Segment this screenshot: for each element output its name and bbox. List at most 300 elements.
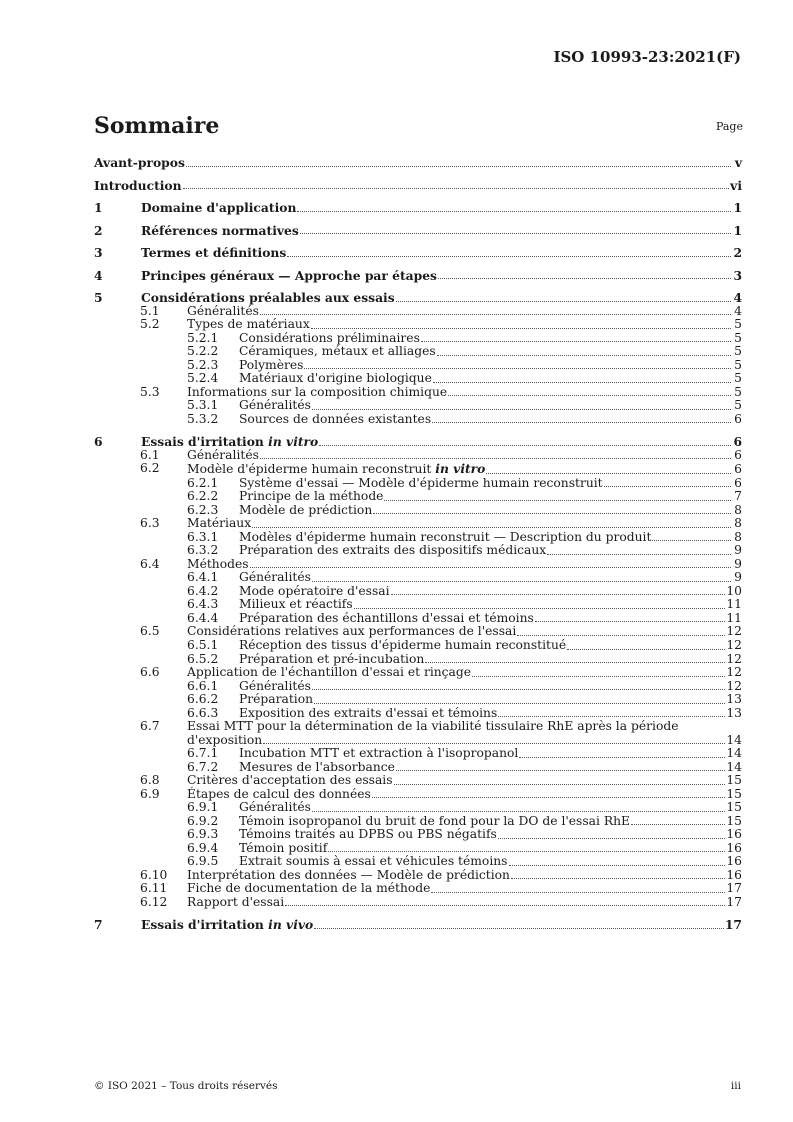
toc-dot-leader — [391, 594, 726, 595]
toc-entry[interactable] — [94, 156, 742, 170]
toc-entry-title — [239, 571, 311, 585]
toc-entry-number: 6.7 — [140, 719, 160, 734]
toc-entry-title — [239, 761, 395, 775]
toc-entry[interactable] — [94, 490, 742, 504]
toc-entry-number: 6.6.2 — [187, 692, 219, 707]
toc-entry-title — [239, 332, 420, 346]
toc-entry-page: 16 — [726, 827, 742, 842]
toc-entry-page: 13 — [726, 692, 742, 707]
toc-entry[interactable] — [94, 815, 742, 829]
toc-entry-page: 8 — [734, 529, 742, 544]
toc-dot-leader — [252, 527, 731, 528]
toc-entry-title — [141, 269, 437, 283]
toc-entry-title — [187, 625, 516, 639]
footer-copyright: © ISO 2021 – Tous droits réservés — [94, 1080, 278, 1092]
toc-entry-page: 14 — [726, 746, 742, 761]
toc-entry-page: 17 — [724, 917, 742, 933]
toc-entry[interactable] — [94, 869, 742, 883]
toc-entry-page: 3 — [733, 267, 742, 283]
toc-entry[interactable] — [94, 612, 742, 626]
toc-dot-leader — [394, 784, 726, 785]
toc-entry-number: 6.4 — [140, 556, 160, 571]
toc-entry-title — [187, 869, 510, 883]
toc-entry-title — [187, 305, 259, 319]
toc-entry-number: 6.9.4 — [187, 840, 219, 855]
toc-entry-number: 6.4.4 — [187, 610, 219, 625]
toc-entry-number: 6.7.1 — [187, 746, 219, 761]
toc-entry-title-emphasis: in vivo — [268, 917, 314, 933]
toc-dot-leader — [431, 892, 725, 893]
toc-entry[interactable] — [94, 639, 742, 653]
toc-entry-number: 5 — [94, 290, 103, 306]
toc-entry-number: 5.1 — [140, 303, 160, 318]
toc-entry-title-text: Incubation MTT et extraction à l'isopropanol — [239, 746, 519, 761]
toc-dot-leader — [498, 716, 725, 717]
toc-dot-leader — [312, 409, 731, 410]
toc-dot-leader — [519, 757, 725, 758]
toc-entry-title-text: Essai MTT pour la détermination de la viabilité tissulaire RhE après la période — [187, 719, 679, 734]
toc-entry-title-text: Critères d'acceptation des essais — [187, 773, 393, 788]
toc-entry-title-text: Généralités — [239, 570, 311, 585]
toc-entry-number: 6.1 — [140, 447, 160, 462]
toc-dot-leader — [287, 256, 731, 257]
toc-entry[interactable] — [94, 386, 742, 400]
toc-entry-title — [94, 179, 182, 193]
toc-entry[interactable] — [94, 882, 742, 896]
toc-dot-leader — [509, 865, 726, 866]
toc-dot-leader — [567, 649, 725, 650]
toc-dot-leader — [183, 188, 730, 189]
toc-entry-page: 17 — [726, 894, 742, 909]
toc-entry[interactable] — [94, 828, 742, 842]
toc-entry-number: 6.9.2 — [187, 813, 219, 828]
toc-entry-page: 9 — [734, 556, 742, 571]
toc-dot-leader — [437, 355, 731, 356]
toc-entry-page: 5 — [734, 371, 742, 386]
toc-entry-title — [187, 318, 310, 332]
toc-entry-page: 15 — [726, 773, 742, 788]
toc-entry-title — [239, 801, 311, 815]
toc-entry-title — [239, 747, 518, 761]
toc-dot-leader — [373, 513, 731, 514]
toc-dot-leader — [186, 166, 731, 167]
toc-entry-title-emphasis: in vitro — [435, 461, 486, 477]
toc-entry-title-text: Généralités — [187, 303, 259, 318]
toc-entry-page: 4 — [733, 290, 742, 306]
toc-entry-title-text: Témoin isopropanol du bruit de fond pour la DO de l'essai RhE — [239, 813, 630, 828]
toc-entry-page: 1 — [733, 200, 742, 216]
toc-dot-leader — [263, 743, 725, 744]
toc-entry-page: 6 — [734, 447, 742, 462]
toc-entry-number: 6.2.2 — [187, 489, 219, 504]
footer-page-number: iii — [730, 1080, 741, 1092]
toc-entry-title-text: Préparation et pré-incubation — [239, 651, 425, 666]
toc-dot-leader — [384, 500, 731, 501]
toc-entry-title-text: Considérations préalables aux essais — [141, 290, 395, 306]
toc-entry-title — [187, 720, 679, 734]
toc-entry-title-text: Généralités — [239, 398, 311, 413]
toc-entry[interactable] — [94, 305, 742, 319]
toc-entry-title — [239, 855, 508, 869]
toc-entry-number: 5.2.3 — [187, 357, 219, 372]
toc-entry-page: vi — [730, 177, 742, 193]
toc-entry-title-text: Modèles d'épiderme humain reconstruit — Description du produit — [239, 529, 652, 544]
toc-entry-title-text: Exposition des extraits d'essai et témoins — [239, 705, 498, 720]
toc-entry-title — [141, 435, 318, 449]
toc-dot-leader — [448, 395, 731, 396]
toc-entry-title-emphasis: in vitro — [268, 434, 319, 450]
toc-entry[interactable] — [94, 531, 742, 545]
toc-entry-title-text: Sources de données existantes — [239, 411, 432, 426]
toc-entry-page: 2 — [733, 245, 742, 261]
toc-entry-title — [239, 544, 546, 558]
toc-entry-number: 2 — [94, 222, 103, 238]
toc-entry-continuation[interactable] — [94, 734, 742, 748]
toc-entry-title-text: Avant-propos — [94, 155, 185, 170]
toc-entry-title-text: Introduction — [94, 177, 182, 193]
toc-entry[interactable] — [94, 435, 742, 449]
toc-entry[interactable] — [94, 747, 742, 761]
toc-entry[interactable] — [94, 855, 742, 869]
toc-entry-title — [141, 224, 299, 238]
toc-entry-page: 5 — [734, 357, 742, 372]
toc-dot-leader — [297, 211, 731, 212]
toc-entry-page: 9 — [734, 570, 742, 585]
toc-entry-number: 6.6 — [140, 665, 160, 680]
toc-entry[interactable] — [94, 291, 742, 305]
toc-entry-title — [187, 462, 485, 477]
toc-entry-title-text: Préparation des extraits des dispositifs médicaux — [239, 543, 547, 558]
toc-entry[interactable] — [94, 246, 742, 260]
toc-entry[interactable] — [94, 707, 742, 721]
toc-entry-title-text: Essais d'irritation — [141, 434, 264, 450]
toc-entry-page: 14 — [726, 732, 742, 747]
toc-dot-leader — [421, 341, 731, 342]
toc-dot-leader — [312, 581, 731, 582]
toc-entry-number: 6.12 — [140, 894, 168, 909]
toc-entry-title-text: Milieux et réactifs — [239, 597, 353, 612]
toc-entry-title-text: Réception des tissus d'épiderme humain reconstitué — [239, 637, 567, 652]
toc-entry[interactable] — [94, 761, 742, 775]
toc-dot-leader — [314, 703, 725, 704]
toc-entry-title-text: Références normatives — [141, 222, 299, 238]
toc-dot-leader — [372, 797, 726, 798]
toc-entry[interactable] — [94, 413, 742, 427]
toc-entry-title-text: Essais d'irritation — [141, 917, 264, 933]
toc-entry-title — [239, 345, 436, 359]
toc-entry-number: 6.10 — [140, 867, 168, 882]
toc-entry-title-text: Matériaux — [187, 516, 252, 531]
toc-entry-title — [141, 246, 286, 260]
toc-entry[interactable] — [94, 345, 742, 359]
toc-entry-page: 5 — [734, 317, 742, 332]
toc-dot-leader — [535, 621, 726, 622]
toc-entry[interactable] — [94, 201, 742, 215]
toc-entry-title-text: Considérations relatives aux performances de l'essai — [187, 624, 517, 639]
toc-entry-number: 6.5 — [140, 624, 160, 639]
toc-entry-number: 6.3 — [140, 516, 160, 531]
toc-entry[interactable] — [94, 896, 742, 910]
toc-dot-leader — [604, 486, 731, 487]
toc-entry-number: 3 — [94, 245, 103, 261]
toc-entry-title-text: Principe de la méthode — [239, 489, 384, 504]
toc-dot-leader — [328, 851, 725, 852]
toc-entry-number: 5.2 — [140, 317, 160, 332]
toc-entry-title-text: Céramiques, métaux et alliages — [239, 344, 436, 359]
toc-entry[interactable] — [94, 571, 742, 585]
toc-entry-number: 5.3.2 — [187, 411, 219, 426]
toc-entry-title — [187, 882, 430, 896]
toc-entry-number: 6.8 — [140, 773, 160, 788]
toc-entry[interactable] — [94, 504, 742, 518]
toc-entry-title — [239, 612, 534, 626]
toc-entry-page: 12 — [726, 665, 742, 680]
toc-entry-number: 6.9.1 — [187, 800, 219, 815]
toc-entry-title-line2: d'exposition — [187, 732, 263, 747]
toc-entry-page: 8 — [734, 516, 742, 531]
toc-entry-number: 4 — [94, 267, 103, 283]
toc-entry-title-text: Fiche de documentation de la méthode — [187, 881, 431, 896]
toc-entry-title-text: Préparation — [239, 692, 314, 707]
toc-entry[interactable] — [94, 269, 742, 283]
toc-dot-leader — [300, 233, 731, 234]
toc-entry[interactable] — [94, 359, 742, 373]
toc-dot-leader — [511, 878, 725, 879]
toc-entry-title — [187, 558, 249, 572]
table-of-contents — [94, 156, 742, 932]
toc-dot-leader — [285, 905, 725, 906]
toc-entry-number: 6.9 — [140, 786, 160, 801]
toc-entry-title-text: Témoin positif — [239, 840, 328, 855]
toc-entry-title — [239, 680, 311, 694]
toc-dot-leader — [486, 473, 731, 474]
toc-entry-page: 5 — [734, 330, 742, 345]
toc-entry-number: 6.2.1 — [187, 475, 219, 490]
toc-dot-leader — [433, 382, 731, 383]
toc-entry-number: 6.4.2 — [187, 583, 219, 598]
toc-entry-page: 5 — [734, 398, 742, 413]
toc-entry-title-text: Mode opératoire d'essai — [239, 583, 390, 598]
toc-entry-number: 6.11 — [140, 881, 168, 896]
toc-entry-title — [239, 413, 431, 427]
toc-entry-page: 12 — [726, 637, 742, 652]
toc-entry-title — [239, 653, 424, 667]
toc-entry-title — [239, 639, 566, 653]
toc-dot-leader — [354, 608, 726, 609]
toc-entry-page: 14 — [726, 759, 742, 774]
toc-entry-number: 6.5.1 — [187, 637, 219, 652]
toc-entry[interactable] — [94, 477, 742, 491]
toc-entry-page: v — [734, 155, 742, 170]
toc-entry[interactable] — [94, 449, 742, 463]
toc-entry-title-text: Généralités — [239, 800, 311, 815]
toc-entry[interactable] — [94, 585, 742, 599]
toc-entry-title — [187, 788, 371, 802]
toc-entry-number: 6.4.3 — [187, 597, 219, 612]
toc-entry-page: 10 — [726, 583, 742, 598]
toc-entry-page: 5 — [734, 344, 742, 359]
toc-entry-title-text: Matériaux d'origine biologique — [239, 371, 432, 386]
toc-dot-leader — [472, 676, 725, 677]
toc-entry-page: 12 — [726, 624, 742, 639]
toc-entry-title-text: Généralités — [239, 678, 311, 693]
toc-dot-leader — [425, 662, 725, 663]
toc-entry-number: 6.3.1 — [187, 529, 219, 544]
toc-entry[interactable] — [94, 666, 742, 680]
toc-entry-page: 13 — [726, 705, 742, 720]
toc-entry-title — [239, 359, 303, 373]
toc-entry-title-text: Informations sur la composition chimique — [187, 384, 448, 399]
toc-entry-title-text: Généralités — [187, 447, 259, 462]
toc-dot-leader — [547, 554, 731, 555]
toc-entry-title — [94, 156, 185, 170]
toc-entry-number: 5.2.2 — [187, 344, 219, 359]
toc-entry[interactable] — [94, 517, 742, 531]
toc-entry-title — [239, 504, 372, 518]
toc-entry-number: 5.2.1 — [187, 330, 219, 345]
toc-entry[interactable] — [94, 462, 742, 477]
toc-entry-page: 6 — [734, 462, 742, 477]
toc-entry-page: 8 — [734, 502, 742, 517]
toc-entry-title — [239, 490, 383, 504]
toc-entry-number: 6 — [94, 434, 103, 450]
toc-entry[interactable] — [94, 680, 742, 694]
toc-dot-leader — [438, 278, 731, 279]
toc-entry-title-text: Préparation des échantillons d'essai et témoins — [239, 610, 534, 625]
toc-dot-leader — [260, 314, 731, 315]
toc-entry-title-text: Application de l'échantillon d'essai et rinçage — [187, 665, 472, 680]
toc-entry[interactable] — [94, 318, 742, 332]
toc-entry-title — [239, 399, 311, 413]
toc-entry-title-text: Polymères — [239, 357, 304, 372]
toc-entry-title — [187, 774, 393, 788]
toc-dot-leader — [432, 422, 731, 423]
toc-entry-page: 16 — [726, 867, 742, 882]
toc-entry-title-text: Modèle de prédiction — [239, 502, 373, 517]
toc-entry-page: 6 — [734, 411, 742, 426]
toc-entry[interactable] — [94, 842, 742, 856]
toc-entry-number: 1 — [94, 200, 103, 216]
toc-entry-title-text: Rapport d'essai — [187, 894, 285, 909]
toc-entry[interactable] — [94, 918, 742, 932]
toc-entry-page: 5 — [734, 384, 742, 399]
toc-dot-leader — [517, 635, 725, 636]
toc-entry-page: 9 — [734, 543, 742, 558]
toc-entry-title — [239, 842, 327, 856]
toc-entry[interactable] — [94, 720, 742, 734]
toc-entry-page: 1 — [733, 222, 742, 238]
toc-entry-page: 15 — [726, 813, 742, 828]
toc-entry-title-text: Modèle d'épiderme humain reconstruit — [187, 462, 432, 477]
toc-entry-title — [187, 449, 259, 463]
toc-entry-number: 5.3 — [140, 384, 160, 399]
toc-entry-number: 6.4.1 — [187, 570, 219, 585]
toc-dot-leader — [396, 301, 731, 302]
toc-entry-title-text: Extrait soumis à essai et véhicules témoins — [239, 854, 508, 869]
toc-dot-leader — [311, 328, 731, 329]
toc-entry[interactable] — [94, 179, 742, 193]
toc-entry-number: 6.3.2 — [187, 543, 219, 558]
toc-entry-title — [239, 815, 630, 829]
toc-dot-leader — [396, 770, 725, 771]
toc-dot-leader — [314, 928, 724, 929]
toc-entry-title — [239, 693, 313, 707]
toc-entry-page: 16 — [726, 840, 742, 855]
toc-entry-title — [187, 896, 284, 910]
toc-entry-number: 5.2.4 — [187, 371, 219, 386]
toc-entry-number: 6.2.3 — [187, 502, 219, 517]
toc-dot-leader — [304, 368, 731, 369]
toc-entry[interactable] — [94, 399, 742, 413]
toc-entry-page: 6 — [734, 475, 742, 490]
toc-entry-number: 6.9.5 — [187, 854, 219, 869]
toc-entry-title-text: Étapes de calcul des données — [187, 786, 371, 801]
toc-entry[interactable] — [94, 774, 742, 788]
toc-dot-leader — [631, 824, 725, 825]
toc-entry-number: 6.9.3 — [187, 827, 219, 842]
toc-entry-title-text: Types de matériaux — [187, 317, 310, 332]
toc-dot-leader — [312, 689, 725, 690]
toc-entry[interactable] — [94, 788, 742, 802]
toc-entry-title — [141, 918, 313, 932]
toc-entry-title — [239, 531, 651, 545]
toc-entry-page: 6 — [733, 434, 742, 450]
toc-entry-title-text: Termes et définitions — [141, 245, 287, 261]
toc-entry-number: 6.6.3 — [187, 705, 219, 720]
toc-entry[interactable] — [94, 693, 742, 707]
toc-entry-title — [239, 477, 603, 491]
toc-entry-page: 15 — [726, 786, 742, 801]
toc-entry-page: 12 — [726, 678, 742, 693]
toc-entry-number: 6.6.1 — [187, 678, 219, 693]
toc-dot-leader — [260, 458, 731, 459]
toc-entry[interactable] — [94, 653, 742, 667]
toc-entry-page: 11 — [726, 597, 742, 612]
page-column-label: Page — [715, 120, 743, 133]
toc-entry-title — [239, 598, 353, 612]
toc-dot-leader — [652, 540, 731, 541]
toc-entry[interactable] — [94, 625, 742, 639]
toc-entry-title — [141, 201, 296, 215]
toc-entry[interactable] — [94, 332, 742, 346]
toc-entry-title-text: Système d'essai — Modèle d'épiderme humain reconstruit — [239, 475, 603, 490]
toc-entry-title — [187, 386, 447, 400]
toc-dot-leader — [319, 445, 731, 446]
toc-entry-title-text: Interprétation des données — Modèle de prédiction — [187, 867, 510, 882]
toc-entry-title-text: Méthodes — [187, 556, 249, 571]
toc-entry[interactable] — [94, 372, 742, 386]
toc-dot-leader — [250, 567, 731, 568]
toc-entry-page: 16 — [726, 854, 742, 869]
toc-entry[interactable] — [94, 558, 742, 572]
toc-entry[interactable] — [94, 801, 742, 815]
toc-entry-title-text: Témoins traités au DPBS ou PBS négatifs — [239, 827, 497, 842]
toc-entry[interactable] — [94, 224, 742, 238]
toc-entry-page: 12 — [726, 651, 742, 666]
toc-entry-number: 7 — [94, 917, 103, 933]
toc-entry-title-text: Principes généraux — Approche par étapes — [141, 267, 437, 283]
toc-entry[interactable] — [94, 598, 742, 612]
toc-entry-page: 15 — [726, 800, 742, 815]
toc-entry-title — [239, 372, 432, 386]
toc-entry-number: 5.3.1 — [187, 398, 219, 413]
toc-dot-leader — [312, 811, 725, 812]
toc-entry-title — [239, 585, 390, 599]
toc-entry-page: 11 — [726, 610, 742, 625]
toc-entry[interactable] — [94, 544, 742, 558]
toc-entry-title-text: Domaine d'application — [141, 200, 297, 216]
toc-entry-title-text: Mesures de l'absorbance — [239, 759, 395, 774]
